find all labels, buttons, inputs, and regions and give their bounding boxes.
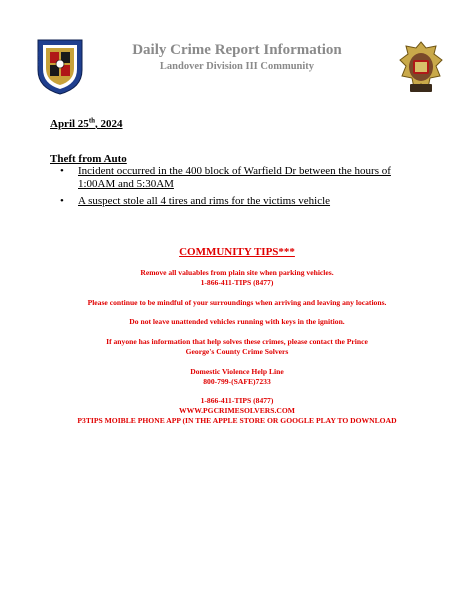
incident-details-list [50, 165, 430, 213]
report-date-main: April 25 [50, 118, 89, 130]
tip-text: Please continue to be mindful of your surroundings when arriving and leaving any locations. [87, 297, 387, 307]
report-date-suffix: th [88, 116, 96, 125]
hotline-number: 800-799-(SAFE)7233 [203, 376, 271, 386]
page-title: Daily Crime Report Information [132, 42, 342, 58]
report-date-year: , 2024 [95, 118, 123, 130]
community-tips-section [30, 246, 444, 426]
tip-phone: 1-866-411-TIPS (8477) [200, 396, 274, 406]
bullet-icon: • [60, 195, 64, 207]
tip-text: Remove all valuables from plain site when parking vehicles. [140, 268, 334, 277]
tip-text: George's County Crime Solvers [185, 346, 289, 356]
hotline-title: Domestic Violence Help Line [190, 366, 284, 376]
report-date [50, 118, 123, 130]
list-item [50, 195, 430, 208]
tip-text: If anyone has information that help solves these crimes, please contact the Prince [106, 337, 368, 347]
list-item [50, 165, 430, 190]
tip-phone: 1-866-411-TIPS (8477) [200, 277, 274, 287]
incident-type-heading: Theft from Auto [50, 153, 127, 165]
svg-text:POLICE: POLICE [36, 51, 42, 66]
community-tips-heading: COMMUNITY TIPS*** [179, 246, 295, 258]
page-subtitle: Landover Division III Community [159, 61, 315, 72]
website-link: WWW.PGCRIMESOLVERS.COM [179, 406, 295, 416]
incident-detail-text: A suspect stole all 4 tires and rims for the victims vehicle [78, 195, 331, 207]
app-download-note: P3TIPS MOIBLE PHONE APP (IN THE APPLE STORE OR GOOGLE PLAY TO DOWNLOAD [77, 415, 397, 425]
tip-text: Do not leave unattended vehicles running with keys in the ignition. [129, 317, 345, 327]
incident-detail-text: Incident occurred in the 400 block of Warfield Dr between the hours of 1:00AM and 5:30AM [78, 165, 391, 190]
bullet-icon: • [60, 165, 64, 177]
